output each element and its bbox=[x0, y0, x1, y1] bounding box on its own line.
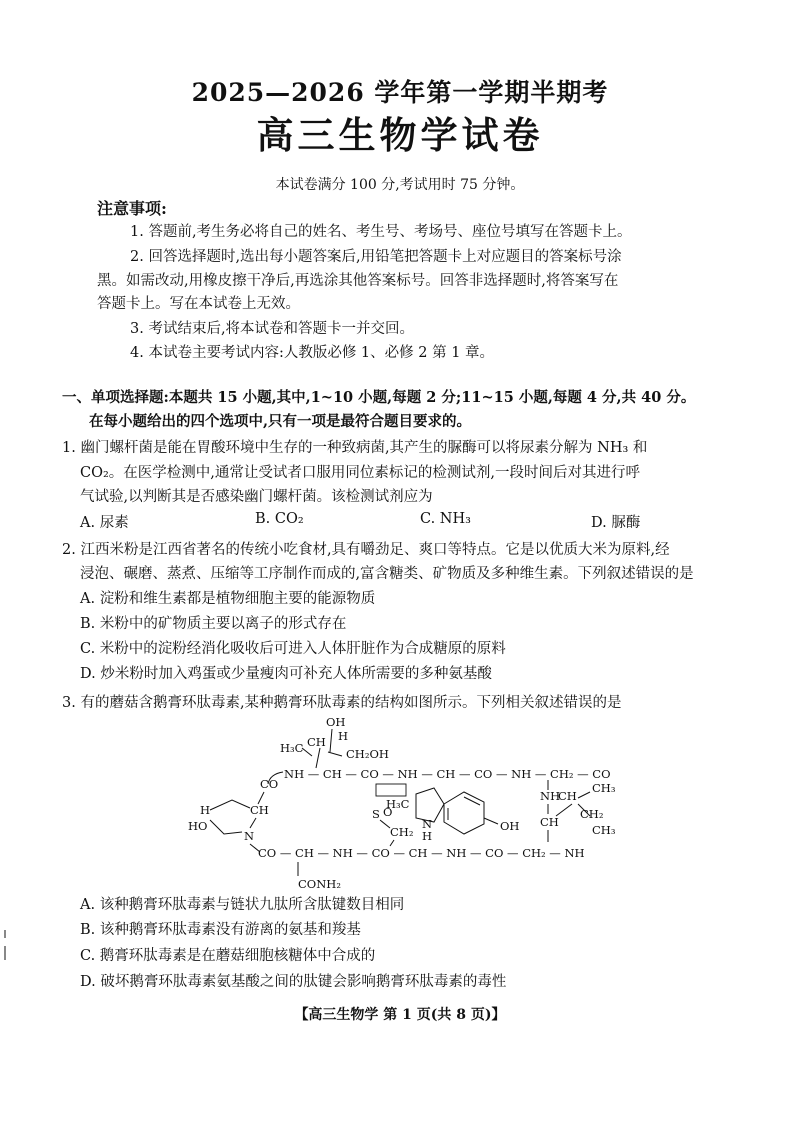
label-o-indole: O bbox=[383, 805, 393, 819]
scan-edge-mark bbox=[4, 946, 6, 960]
label-n-indole: N bbox=[422, 817, 433, 831]
bond bbox=[210, 820, 242, 834]
exam-subtitle: 本试卷满分 100 分,考试用时 75 分钟。 bbox=[275, 177, 525, 193]
q1-option-b: B. CO₂ bbox=[255, 511, 304, 527]
bond bbox=[380, 820, 390, 828]
amatoxin-structure-diagram bbox=[180, 712, 620, 894]
label-ch-ring: CH bbox=[250, 803, 269, 817]
q1-stem: 气试验,以判断其是否感染幽门螺杆菌。该检测试剂应为 bbox=[80, 489, 433, 505]
section-instruction: 在每小题给出的四个选项中,只有一项是最符合题目要求的。 bbox=[89, 413, 472, 430]
indole-benzene-ring bbox=[444, 792, 484, 834]
page-footer: 【高三生物学 第 1 页(共 8 页)】 bbox=[294, 1007, 506, 1023]
notice-line: 4. 本试卷主要考试内容:人教版必修 1、必修 2 第 1 章。 bbox=[130, 345, 495, 361]
notice-line: 答题卡上。写在本试卷上无效。 bbox=[97, 296, 300, 312]
q2-stem: 浸泡、碾磨、蒸煮、压缩等工序制作而成的,富含糖类、矿物质及多种维生素。下列叙述错误的是 bbox=[80, 566, 694, 582]
notice-line: 3. 考试结束后,将本试卷和答题卡一并交回。 bbox=[130, 321, 415, 337]
q3-option-a: A. 该种鹅膏环肽毒素与链状九肽所含肽键数目相同 bbox=[80, 897, 405, 913]
label-h-indole: H bbox=[422, 829, 433, 843]
label-ch2oh: CH₂OH bbox=[346, 747, 389, 761]
label-s-indole: S bbox=[372, 807, 380, 821]
bond bbox=[316, 748, 320, 768]
q3-option-b: B. 该种鹅膏环肽毒素没有游离的氨基和羧基 bbox=[80, 922, 361, 938]
q1-stem: CO₂。在医学检测中,通常让受试者口服用同位素标记的检测试剂,一段时间后对其进行呼 bbox=[80, 465, 641, 481]
label-ch-right: CH bbox=[540, 815, 559, 829]
q3-stem: 3. 有的蘑菇含鹅膏环肽毒素,某种鹅膏环肽毒素的结构如图所示。下列相关叙述错误的是 bbox=[62, 695, 622, 711]
q1-option-a: A. 尿素 bbox=[80, 515, 129, 531]
scan-edge-mark bbox=[4, 930, 6, 938]
exam-term-title: 2025—2026 学年第一学期半期考 bbox=[191, 78, 609, 107]
q2-stem: 2. 江西米粉是江西省著名的传统小吃食材,具有嚼劲足、爽口等特点。它是以优质大米为原料,经 bbox=[62, 542, 670, 558]
label-ho-ring: HO bbox=[188, 819, 208, 833]
q1-option-d: D. 脲酶 bbox=[591, 515, 641, 531]
q3-option-d: D. 破坏鹅膏环肽毒素氨基酸之间的肽键会影响鹅膏环肽毒素的毒性 bbox=[80, 974, 507, 990]
bond bbox=[210, 800, 250, 810]
section-heading: 一、单项选择题:本题共 15 小题,其中,1~10 小题,每题 2 分;11~15 小题,每题 4 分,共 40 分。 bbox=[62, 389, 696, 406]
q1-option-c: C. NH₃ bbox=[420, 511, 471, 527]
bond bbox=[484, 818, 498, 824]
notice-line: 1. 答题前,考生务必将自己的姓名、考生号、考场号、座位号填写在答题卡上。 bbox=[130, 224, 632, 240]
label-oh-indole: OH bbox=[500, 819, 520, 833]
bond bbox=[578, 792, 590, 798]
peptide-row-top: NH — CH — CO — NH — CH — CO — NH — CH₂ — CO bbox=[284, 767, 611, 781]
q3-option-c: C. 鹅膏环肽毒素是在蘑菇细胞核糖体中合成的 bbox=[80, 948, 376, 964]
exam-subject-title: 高三生物学试卷 bbox=[256, 113, 544, 157]
bond bbox=[328, 752, 342, 756]
bond bbox=[302, 748, 312, 756]
label-oh-top: OH bbox=[326, 715, 346, 729]
notice-heading: 注意事项: bbox=[97, 199, 167, 218]
label-ch3-right2: CH₃ bbox=[592, 823, 616, 837]
q1-stem: 1. 幽门螺杆菌是能在胃酸环境中生存的一种致病菌,其产生的脲酶可以将尿素分解为 NH₃ 和 bbox=[62, 440, 648, 456]
label-ch2-indole: CH₂ bbox=[390, 825, 414, 839]
bond bbox=[250, 818, 256, 828]
label-ch2-right: CH₂ bbox=[580, 807, 604, 821]
notice-line: 黑。如需改动,用橡皮擦干净后,再选涂其他答案标号。回答非选择题时,将答案写在 bbox=[97, 273, 619, 289]
label-h-ring: H bbox=[200, 803, 211, 817]
bond-box bbox=[376, 784, 406, 796]
label-ch3-right1: CH₃ bbox=[592, 781, 616, 795]
q2-option-b: B. 米粉中的矿物质主要以离子的形式存在 bbox=[80, 616, 347, 632]
bond bbox=[330, 729, 332, 752]
label-ch-branch: CH bbox=[558, 789, 577, 803]
label-nh-right: NH bbox=[540, 789, 561, 803]
label-h3c-indole: H₃C bbox=[386, 797, 410, 811]
label-conh2: CONH₂ bbox=[298, 877, 341, 891]
peptide-row-bottom: CO — CH — NH — CO — CH — NH — CO — CH₂ — NH bbox=[258, 846, 585, 860]
label-h3c-left: H₃C bbox=[280, 741, 304, 755]
label-n-ring: N bbox=[244, 829, 255, 843]
q2-option-a: A. 淀粉和维生素都是植物细胞主要的能源物质 bbox=[80, 591, 376, 607]
label-h-top: H bbox=[338, 729, 349, 743]
q2-option-c: C. 米粉中的淀粉经消化吸收后可进入人体肝脏作为合成糖原的原料 bbox=[80, 641, 506, 657]
bond bbox=[464, 797, 480, 805]
label-co-left: CO bbox=[260, 777, 279, 791]
notice-line: 2. 回答选择题时,选出每小题答案后,用铅笔把答题卡上对应题目的答案标号涂 bbox=[130, 249, 622, 265]
label-ch-top: CH bbox=[307, 735, 326, 749]
q2-option-d: D. 炒米粉时加入鸡蛋或少量瘦肉可补充人体所需要的多种氨基酸 bbox=[80, 666, 492, 682]
